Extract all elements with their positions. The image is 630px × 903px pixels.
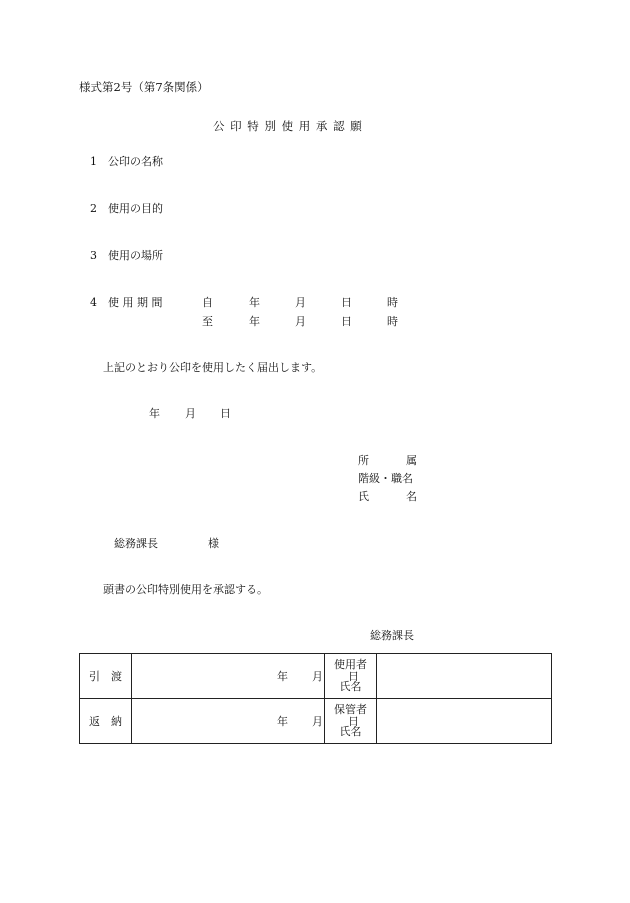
- cell-year: 年: [277, 715, 288, 728]
- page-title: 公 印 特 別 使 用 承 認 願: [213, 119, 363, 133]
- period-hour: 時: [387, 296, 398, 309]
- record-table: [79, 653, 552, 744]
- role-keeper: 保管者: [334, 703, 367, 716]
- role-user: 使用者: [334, 658, 367, 671]
- date-day: 日: [220, 407, 231, 420]
- period-month: 月: [295, 296, 306, 309]
- signature-cell[interactable]: [377, 654, 552, 699]
- period-day: 日: [341, 315, 352, 328]
- item-label-seal-name: 公印の名称: [108, 155, 163, 168]
- period-from: 自: [202, 296, 213, 309]
- request-statement: 上記のとおり公印を使用したく届出します。: [103, 361, 323, 374]
- applicant-name-a: 氏: [358, 490, 369, 503]
- applicant-dept-a: 所: [358, 454, 369, 467]
- cell-month: 月: [312, 715, 323, 728]
- item-number: 1: [90, 155, 97, 168]
- item-number: 4: [90, 296, 97, 309]
- item-number: 2: [90, 202, 97, 215]
- signature-cell[interactable]: [377, 699, 552, 744]
- item-label-purpose: 使用の目的: [108, 202, 163, 215]
- cell-year: 年: [277, 670, 288, 683]
- cell-month: 月: [312, 670, 323, 683]
- period-to: 至: [202, 315, 213, 328]
- form-number: 様式第2号（第7条関係）: [79, 80, 209, 94]
- item-label-place: 使用の場所: [108, 249, 163, 262]
- table-row: [80, 654, 552, 699]
- applicant-rank: 階級・職名: [358, 472, 413, 485]
- period-year: 年: [249, 315, 260, 328]
- applicant-name-b: 名: [406, 490, 417, 503]
- date-month: 月: [185, 407, 196, 420]
- period-hour: 時: [387, 315, 398, 328]
- cell-day: 日: [348, 670, 359, 683]
- applicant-dept-b: 属: [406, 454, 417, 467]
- addressee-title: 総務課長: [114, 537, 158, 550]
- name-label: 氏名: [339, 725, 362, 738]
- name-label: 氏名: [339, 680, 362, 693]
- period-year: 年: [249, 296, 260, 309]
- item-number: 3: [90, 249, 97, 262]
- approval-statement: 頭書の公印特別使用を承認する。: [103, 583, 268, 596]
- approver-title: 総務課長: [370, 629, 414, 642]
- row-label-handover: 引 渡: [80, 654, 132, 699]
- item-label-period: 使 用 期 間: [108, 296, 163, 309]
- period-day: 日: [341, 296, 352, 309]
- date-year: 年: [149, 407, 160, 420]
- row-label-return: 返 納: [80, 699, 132, 744]
- period-month: 月: [295, 315, 306, 328]
- table-row: [80, 699, 552, 744]
- addressee-honorific: 様: [208, 537, 219, 550]
- cell-day: 日: [348, 715, 359, 728]
